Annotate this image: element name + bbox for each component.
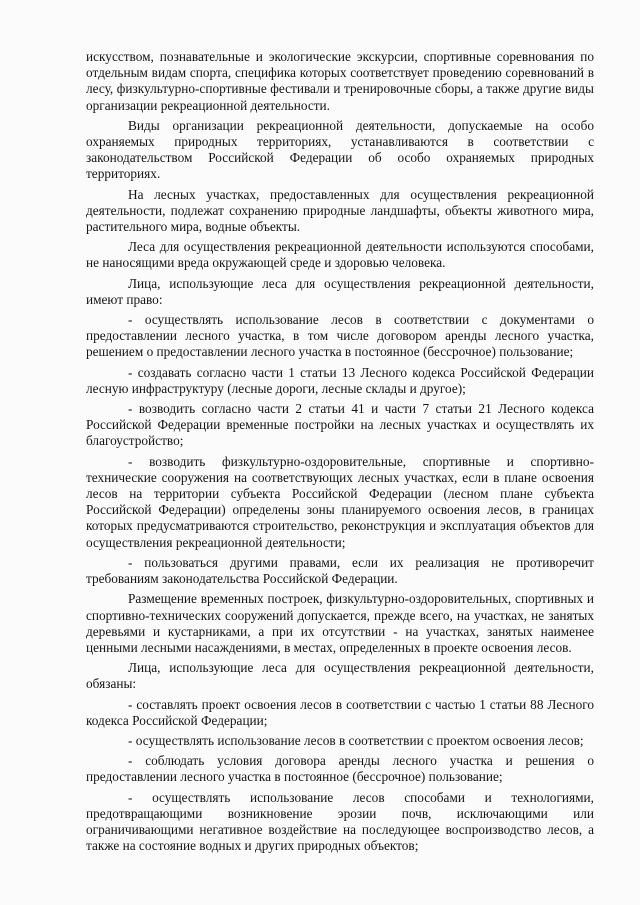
paragraph-placement-of-buildings: Размещение временных построек, физкультурно-оздоровительных, спортивных и спортивно-технических сооружений допускается, прежде всего, на участках, не занятых деревьями и кустарниками, а при их отсутствии - на участках, занятых наименее ценными лесными насаждениями, в местах, определенных в проекте освоения лесов. — [86, 591, 594, 655]
document-body — [86, 49, 594, 858]
list-item-right-temporary-buildings: - возводить согласно части 2 статьи 41 и части 7 статьи 21 Лесного кодекса Российской Федерации временные постройки на лесных участках и осуществлять их благоустройство; — [86, 401, 594, 449]
list-item-right-use-forests: - осуществлять использование лесов в соответствии с документами о предоставлении лесного участка, в том числе договором аренды лесного участка, решением о предоставлении лесного участка в постоянное (бессрочное) пользование; — [86, 312, 594, 360]
list-item-duty-project: - составлять проект освоения лесов в соответствии с частью 1 статьи 88 Лесного кодекса Российской Федерации; — [86, 696, 594, 728]
list-item-right-infrastructure: - создавать согласно части 1 статьи 13 Лесного кодекса Российской Федерации лесную инфраструктуру (лесные дороги, лесные склады и другое); — [86, 364, 594, 396]
paragraph-recreation-kinds-continued: искусством, познавательные и экологические экскурсии, спортивные соревнования по отдельным видам спорта, специфика которых соответствует проведению соревнований в лесу, физкультурно-спортивные фестивали и тренировочные сборы, а также другие виды организации рекреационной деятельности. — [86, 49, 594, 113]
paragraph-preservation: На лесных участках, предоставленных для осуществления рекреационной деятельности, подлежат сохранению природные ландшафты, объекты животного мира, растительного мира, водные объекты. — [86, 186, 594, 235]
list-item-duty-contract-terms: - соблюдать условия договора аренды лесного участка и решения о предоставлении лесного участка в постоянное (бессрочное) пользование; — [86, 753, 594, 785]
list-item-right-other: - пользоваться другими правами, если их реализация не противоречит требованиям законодательства Российской Федерации. — [86, 554, 594, 587]
paragraph-rights-heading: Лица, использующие леса для осуществления рекреационной деятельности, имеют право: — [86, 275, 594, 307]
list-item-right-sports-facilities: - возводить физкультурно-оздоровительные, спортивные и спортивно-технические сооружения на соответствующих лесных участках, если в плане освоения лесов на территории субъекта Российской Федерации (лесном плане субъекта Российской Федерации) определены зоны планируемого освоения лесов, в границах которых предусматриваются строительство, реконструкция и эксплуатация объектов для осуществления рекреационной деятельности; — [86, 453, 594, 550]
paragraph-protected-territories: Виды организации рекреационной деятельности, допускаемые на особо охраняемых природных территориях, устанавливаются в соответствии с законодательством Российской Федерации об особо охраняемых природных территориях. — [86, 117, 594, 182]
paragraph-obligations-heading: Лица, использующие леса для осуществления рекреационной деятельности, обязаны: — [86, 660, 594, 692]
list-item-duty-use-per-project: - осуществлять использование лесов в соответствии с проектом освоения лесов; — [128, 732, 584, 748]
list-item-duty-erosion-prevention: - осуществлять использование лесов способами и технологиями, предотвращающими возникновение эрозии почв, исключающими или ограничивающими негативное воздействие на последующее воспроизводство лесов, а также на состояние водных и других природных объектов; — [86, 789, 594, 854]
paragraph-harmless-methods: Леса для осуществления рекреационной деятельности используются способами, не наносящими вреда окружающей среде и здоровью человека. — [86, 239, 594, 271]
